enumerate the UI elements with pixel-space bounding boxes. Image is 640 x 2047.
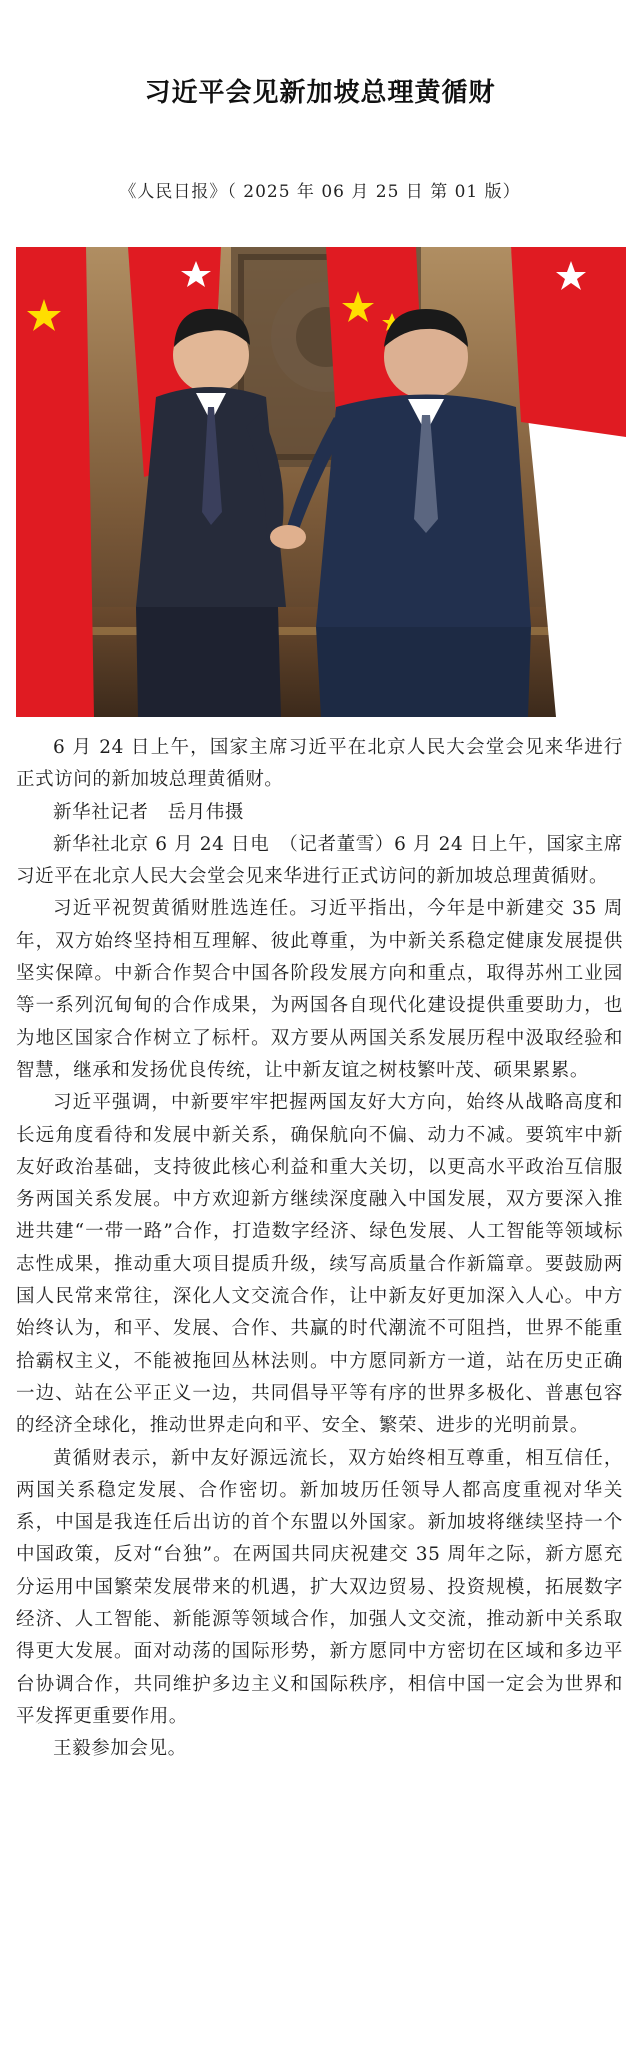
paragraph-1: 新华社北京 6 月 24 日电 （记者董雪）6 月 24 日上午，国家主席习近平在北京人民大会堂会见来华进行正式访问的新加坡总理黄循财。	[16, 833, 623, 888]
paragraph-5: 王毅参加会见。	[53, 1738, 187, 1760]
article-source: 《人民日报》（ 2025 年 06 月 25 日 第 01 版）	[119, 182, 521, 202]
photo-caption: 6 月 24 日上午，国家主席习近平在北京人民大会堂会见来华进行正式访问的新加坡总理黄循财。	[16, 737, 623, 791]
article-title: 习近平会见新加坡总理黄循财	[144, 78, 496, 108]
paragraph-4: 黄循财表示，新中友好源远流长，双方始终相互尊重，相互信任，两国关系稳定发展、合作密切。新加坡历任领导人都高度重视对华关系，中国是我连任后出访的首个东盟以外国家。新加坡将继续坚持一个中国政策，反对“台独”。在两国共同庆祝建交 35 周年之际，新方愿充分运用中国繁荣发展带来的机遇，扩大双边贸易、投资规模，拓展数字经济、人工智能、新能源等领域合作，加强人文交流，推动新中关系取得更大发展。面对动荡的国际形势，新方愿同中方密切在区域和多边平台协调合作，共同维护多边主义和国际秩序，相信中国一定会为世界和平发挥更重要作用。	[16, 1447, 623, 1727]
news-photo	[16, 247, 626, 717]
photo-byline: 新华社记者 岳月伟摄	[53, 801, 245, 823]
paragraph-2: 习近平祝贺黄循财胜选连任。习近平指出，今年是中新建交 35 周年，双方始终坚持相互理解、彼此尊重，为中新关系稳定健康发展提供坚实保障。中新合作契合中国各阶段发展方向和重点，取得苏州工业园等一系列沉甸甸的合作成果，为两国各自现代化建设提供重要助力，也为地区国家合作树立了标杆。双方要从两国关系发展历程中汲取经验和智慧，继承和发扬优良传统，让中新友谊之树枝繁叶茂、硕果累累。	[16, 898, 623, 1081]
article-body	[16, 732, 623, 1766]
paragraph-3: 习近平强调，中新要牢牢把握两国友好大方向，始终从战略高度和长远角度看待和发展中新关系，确保航向不偏、动力不减。要筑牢中新友好政治基础，支持彼此核心利益和重大关切，以更高水平政治互信服务两国关系发展。中方欢迎新方继续深度融入中国发展，双方要深入推进共建“一带一路”合作，打造数字经济、绿色发展、人工智能等领域标志性成果，推动重大项目提质升级，续写高质量合作新篇章。要鼓励两国人民常来常往，深化人文交流合作，让中新友好更加深入人心。中方始终认为，和平、发展、合作、共赢的时代潮流不可阻挡，世界不能重拾霸权主义，不能被拖回丛林法则。中方愿同新方一道，站在历史正确一边、站在公平正义一边，共同倡导平等有序的世界多极化、普惠包容的经济全球化，推动世界走向和平、安全、繁荣、进步的光明前景。	[16, 1092, 623, 1437]
